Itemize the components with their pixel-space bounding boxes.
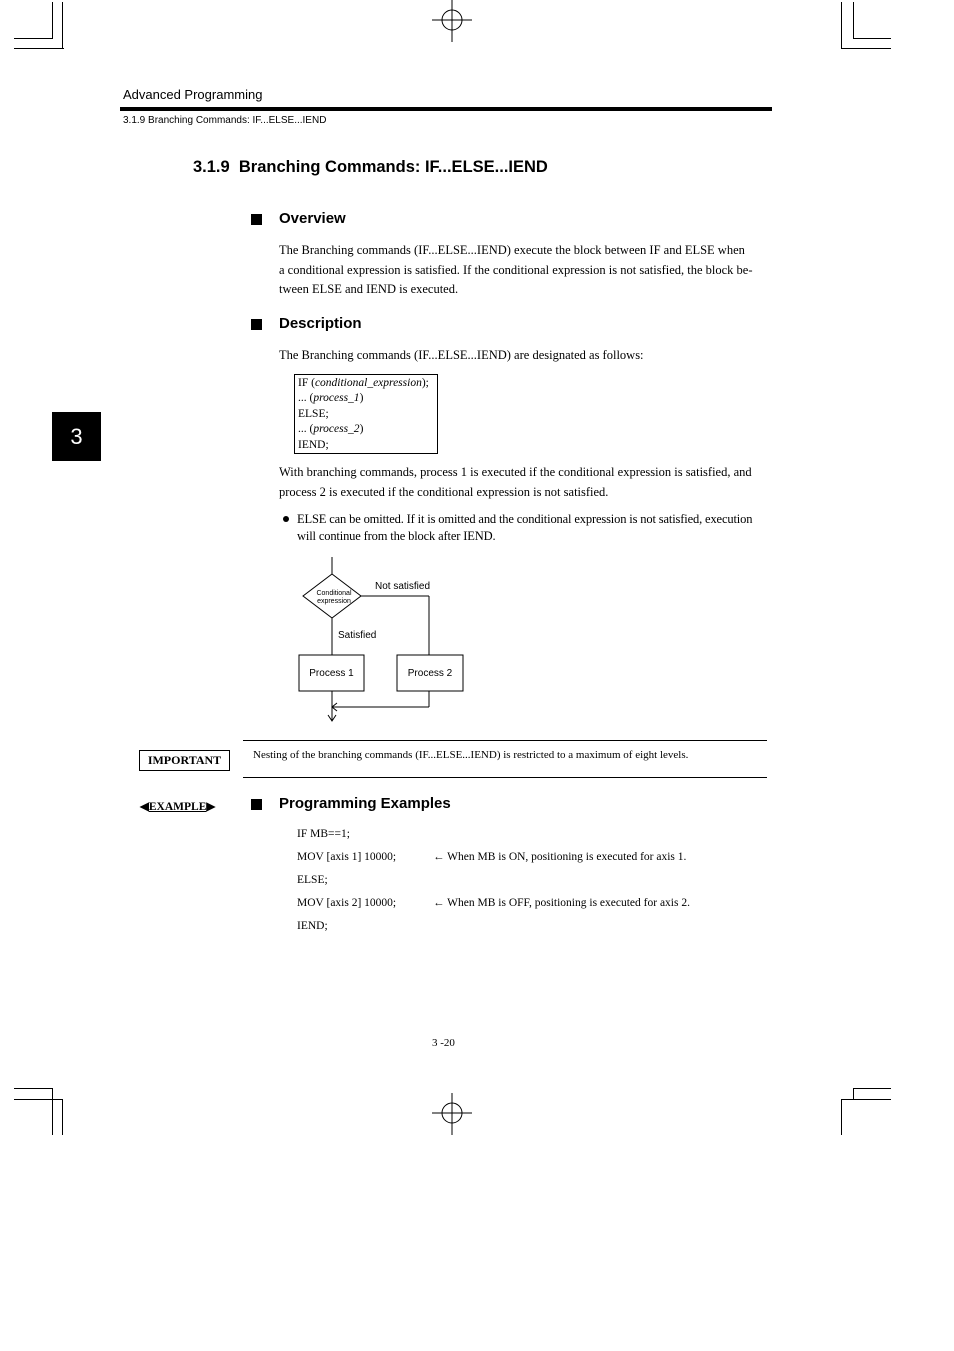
decision-label-line1: Conditional [316,590,352,597]
syntax-process1-line [298,391,434,406]
overview-paragraph [279,241,769,300]
explanation-line: process 2 is executed if the conditional expression is not satisfied. [279,484,609,499]
syntax-box [294,374,438,454]
example-tag-label: EXAMPLE [148,801,207,813]
overview-heading: Overview [279,210,346,227]
bullet-line: ELSE can be omitted. If it is omitted and the conditional expression is not satisfied, execution [297,512,753,526]
explanation-line: With branching commands, process 1 is executed if the conditional expression is satisfied, and [279,465,752,479]
syntax-process: process_1 [313,392,360,405]
overview-line: a conditional expression is satisfied. If the conditional expression is not satisfied, the block be- [279,262,753,277]
description-explanation [279,463,769,502]
syntax-if-line [298,376,434,391]
code-line: MOV [axis 2] 10000; [297,897,397,909]
syntax-process: process_2 [313,423,360,436]
syntax-dots: ... [298,392,307,405]
important-text: Nesting of the branching commands (IF...ELSE...IEND) is restricted to a maximum of eight levels. [253,749,689,761]
registration-mark-top [432,0,472,42]
breadcrumb: 3.1.9 Branching Commands: IF...ELSE...IEND [123,115,327,126]
syntax-expression: conditional_expression [314,377,422,389]
satisfied-label: Satisfied [338,630,377,641]
heading-bullet-square [251,319,262,330]
code-comment [433,897,690,909]
heading-bullet-square [251,799,262,810]
running-header: Advanced Programming [123,87,263,102]
syntax-else-line: ELSE; [298,407,329,420]
section-title [193,158,548,177]
bullet-dot [283,516,289,522]
syntax-text: ( [306,392,314,405]
description-intro: The Branching commands (IF...ELSE...IEND) are designated as follows: [279,348,644,362]
flowchart [290,555,480,725]
registration-mark-bottom [432,1093,472,1135]
code-comment-text: When MB is OFF, positioning is executed for axis 2. [447,897,690,909]
code-line: IF MB==1; [297,828,350,840]
syntax-process2-line [298,422,434,437]
code-comment-text: When MB is ON, positioning is executed for axis 1. [447,851,687,863]
decision-label-line2: expression [317,598,351,605]
syntax-text: ) [359,392,364,405]
process2-label: Process 2 [407,668,453,679]
syntax-dots: ... [298,423,307,436]
syntax-text: IF ( [298,377,315,389]
chapter-tab: 3 [52,412,101,461]
syntax-text: ); [421,377,429,389]
overview-line: The Branching commands (IF...ELSE...IEND) execute the block between IF and ELSE when [279,243,745,257]
bullet-line: will continue from the block after IEND. [297,529,496,543]
left-arrow-icon: ← [433,897,445,909]
heading-bullet-square [251,214,262,225]
code-line: IEND; [297,920,328,932]
left-triangle-icon: ◀ [140,801,149,813]
syntax-text: ) [359,423,364,436]
examples-heading: Programming Examples [279,795,451,812]
overview-line: tween ELSE and IEND is executed. [279,282,459,296]
section-title-text: Branching Commands: IF...ELSE...IEND [238,158,548,176]
code-line: ELSE; [297,874,328,886]
syntax-text: ( [306,423,314,436]
description-heading: Description [279,315,362,332]
code-comment [433,851,686,863]
page-number: 3 -20 [432,1037,455,1049]
bullet-note [297,511,769,545]
process1-label: Process 1 [309,668,354,679]
example-tag [140,799,215,813]
left-arrow-icon: ← [433,851,445,863]
syntax-iend-line: IEND; [298,438,329,451]
header-rule [120,107,772,111]
important-label: IMPORTANT [139,750,230,771]
right-triangle-icon: ▶ [206,801,216,813]
important-bottom-rule [243,777,767,778]
important-top-rule [243,740,767,741]
code-line: MOV [axis 1] 10000; [297,851,397,863]
section-number: 3.1.9 [193,158,230,176]
not-satisfied-label: Not satisfied [375,581,431,592]
